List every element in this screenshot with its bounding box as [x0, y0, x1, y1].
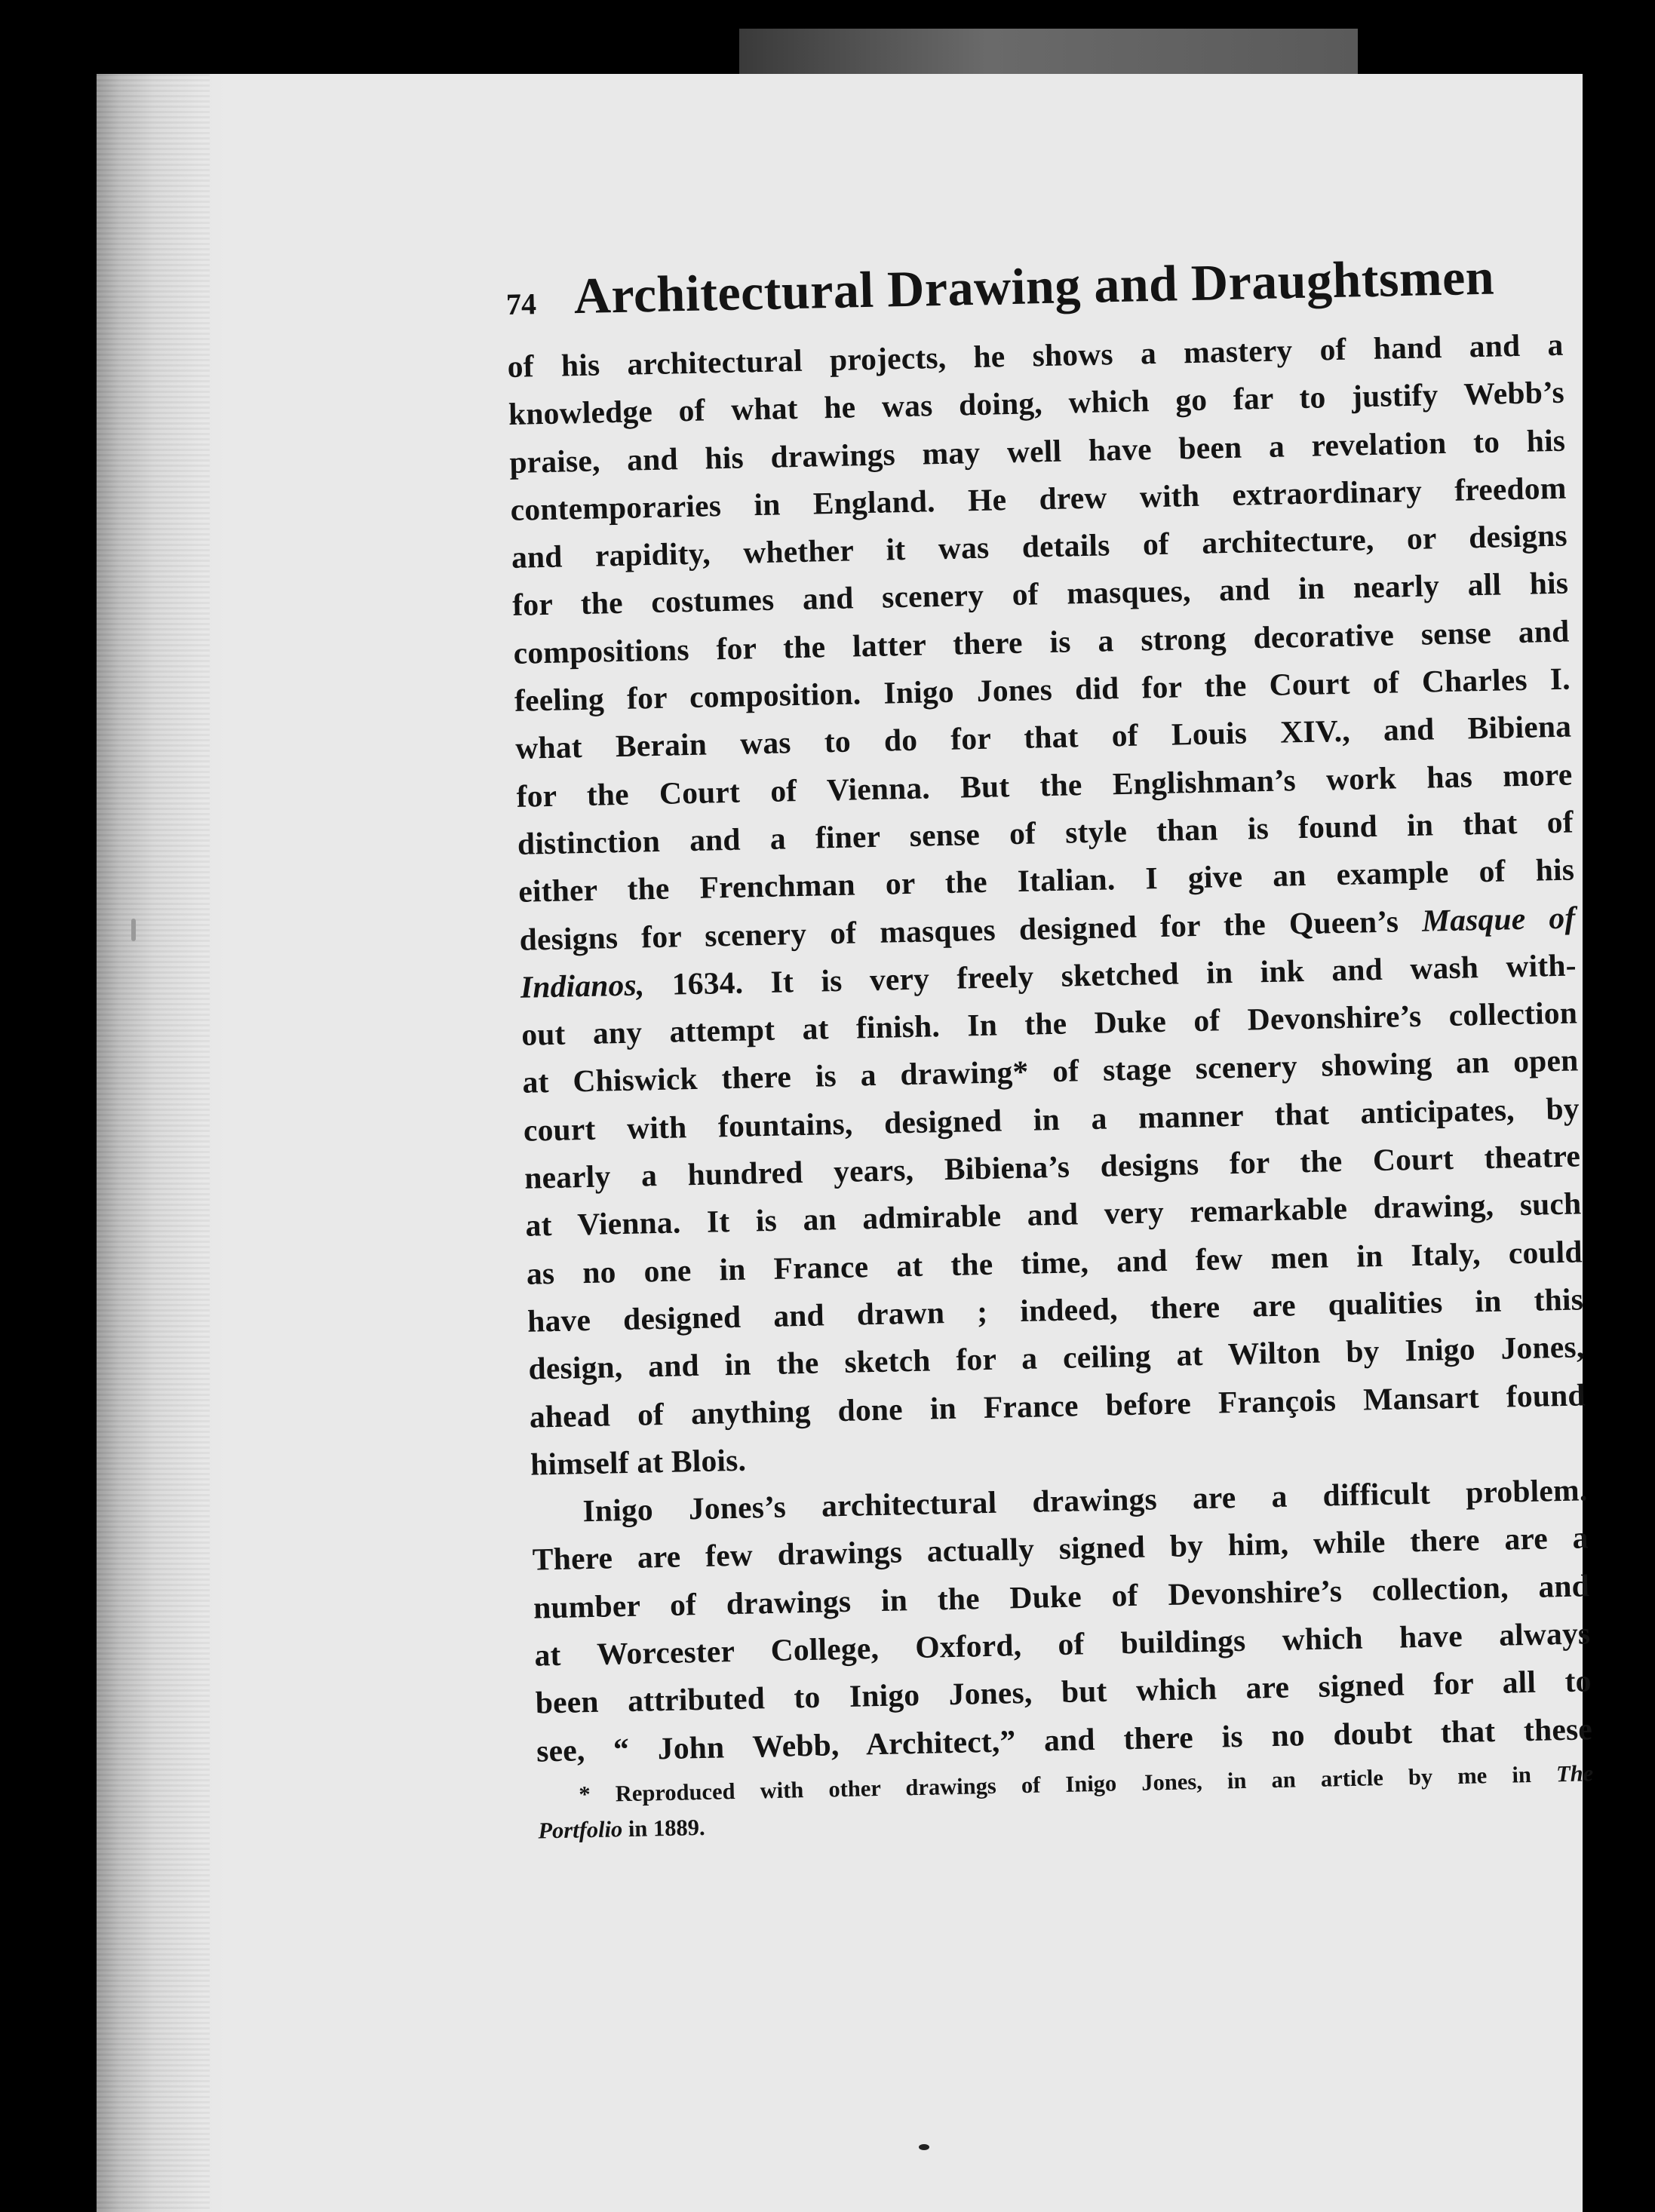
text-line: nearly a hundred years, Bibiena’s designs for the Court theatre: [524, 1138, 1581, 1195]
text-line: knowledge of what he was doing, which go far to justify Webb’s: [508, 374, 1565, 432]
text-segment: 1634. It is very freely sketched in ink and wash with-: [671, 947, 1577, 1002]
text-line: out any attempt at finish. In the Duke of Devonshire’s collection: [520, 995, 1578, 1052]
footnote-text: in 1889.: [628, 1814, 705, 1842]
footnote-italic: Portfolio: [538, 1816, 623, 1844]
text-line: praise, and his drawings may well have been a revelation to his: [508, 422, 1566, 480]
text-line: contemporaries in England. He drew with extraordinary freedom: [510, 470, 1567, 527]
text-line: been attributed to Inigo Jones, but which are signed for all to: [535, 1663, 1592, 1720]
text-line: Inigo Jones’s architectural drawings are a difficult problem.: [582, 1472, 1588, 1529]
text-line: see, “ John Webb, Architect,” and there is no doubt that these: [536, 1710, 1593, 1769]
footnote-text: * Reproduced with other drawings of Inigo Jones, in an article by me in: [579, 1761, 1532, 1808]
page-binding-edge: [97, 74, 225, 2212]
scan-top-strip: [739, 29, 1358, 74]
running-title: Architectural Drawing and Draughtsmen: [573, 247, 1495, 325]
scan-speck: [131, 919, 136, 941]
text-line: what Berain was to do for that of Louis XIV., and Bibiena: [514, 708, 1572, 766]
scan-speck: [919, 2144, 929, 2150]
body-text: [507, 321, 1592, 1775]
page-number: 74: [505, 287, 537, 321]
text-line: of his architectural projects, he shows a mastery of hand and a: [507, 327, 1564, 384]
text-line: and rapidity, whether it was details of architecture, or designs: [511, 517, 1568, 575]
text-line: as no one in France at the time, and few men in Italy, could: [526, 1234, 1583, 1291]
italic-title: Masque of: [1421, 900, 1576, 938]
italic-title: Indianos,: [520, 967, 645, 1005]
text-line: at Vienna. It is an admirable and very remarkable drawing, such: [525, 1186, 1582, 1244]
text-line: either the Frenchman or the Italian. I give an example of his: [517, 851, 1575, 910]
page-text: [505, 246, 1595, 1849]
text-line: at Chiswick there is a drawing* of stage scenery showing an open: [522, 1042, 1579, 1100]
text-line: have designed and drawn ; indeed, there are qualities in this: [527, 1281, 1584, 1339]
text-segment: designs for scenery of masques designed for the Queen’s: [519, 903, 1399, 957]
text-line: for the Court of Vienna. But the Englishman’s work has more: [516, 756, 1573, 814]
text-line: distinction and a finer sense of style than is found in that of: [517, 804, 1574, 861]
text-line: ahead of anything done in France before François Mansart found: [529, 1376, 1586, 1434]
text-line: at Worcester College, Oxford, of buildings which have always: [534, 1615, 1591, 1673]
footnote-italic: The: [1555, 1760, 1594, 1787]
text-line: design, and in the sketch for a ceiling at Wilton by Inigo Jones,: [528, 1329, 1585, 1386]
text-line: compositions for the latter there is a strong decorative sense and: [513, 613, 1570, 670]
text-line: himself at Blois.: [530, 1442, 747, 1482]
text-line: There are few drawings actually signed by him, while there are a: [532, 1520, 1589, 1578]
text-line: number of drawings in the Duke of Devonshire’s collection, and: [533, 1568, 1590, 1625]
text-line: for the costumes and scenery of masques, and in nearly all his: [511, 566, 1569, 623]
text-line: court with fountains, designed in a manner that anticipates, by: [523, 1091, 1580, 1148]
text-line: feeling for composition. Inigo Jones did for the Court of Charles I.: [514, 661, 1571, 718]
